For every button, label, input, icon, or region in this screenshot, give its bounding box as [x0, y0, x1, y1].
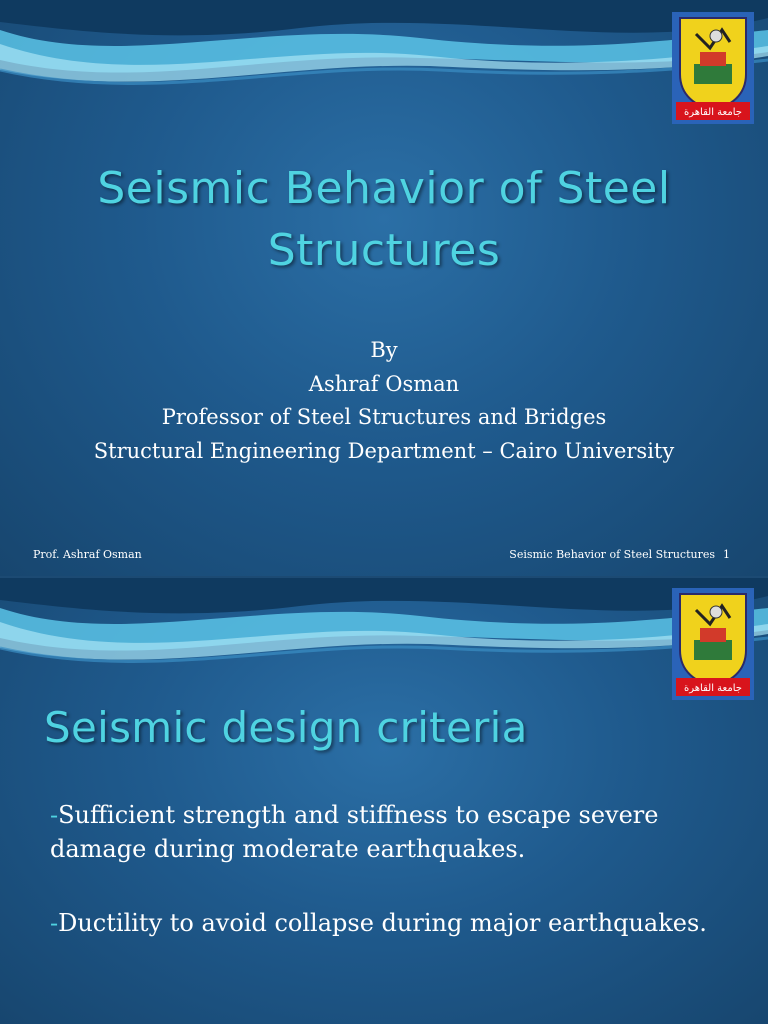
logo-caption: جامعة القاهرة: [684, 683, 742, 694]
page-number: 1: [723, 548, 730, 561]
content-slide: [0, 578, 768, 1024]
logo-caption: جامعة القاهرة: [684, 107, 742, 118]
bullet-text: Sufficient strength and stiffness to escape severe damage during moderate earthquakes.: [50, 801, 659, 863]
footer-author: Prof. Ashraf Osman: [33, 548, 142, 561]
bullet-dash: -: [50, 909, 59, 937]
slide-title: Seismic Behavior of Steel Structures: [97, 163, 671, 276]
byline-by: By: [370, 338, 398, 362]
byline: [0, 334, 768, 468]
cairo-university-logo-icon: [672, 12, 754, 124]
bullet-text: Ductility to avoid collapse during major earthquakes.: [58, 909, 707, 937]
footer-title-text: Seismic Behavior of Steel Structures: [509, 548, 715, 561]
author-name: Ashraf Osman: [308, 371, 460, 396]
footer-title: [509, 548, 730, 561]
bullet-list: [50, 798, 730, 980]
wave-decoration: [0, 0, 768, 110]
wave-decoration: [0, 578, 768, 688]
cairo-university-logo-icon: [672, 588, 754, 700]
bullet-dash: -: [50, 801, 59, 829]
author-department: Structural Engineering Department – Cairo University: [93, 438, 675, 463]
author-position: Professor of Steel Structures and Bridges: [161, 405, 607, 429]
bullet-item: [50, 798, 730, 866]
slide-title: Seismic design criteria: [44, 703, 528, 752]
bullet-item: [50, 906, 730, 940]
